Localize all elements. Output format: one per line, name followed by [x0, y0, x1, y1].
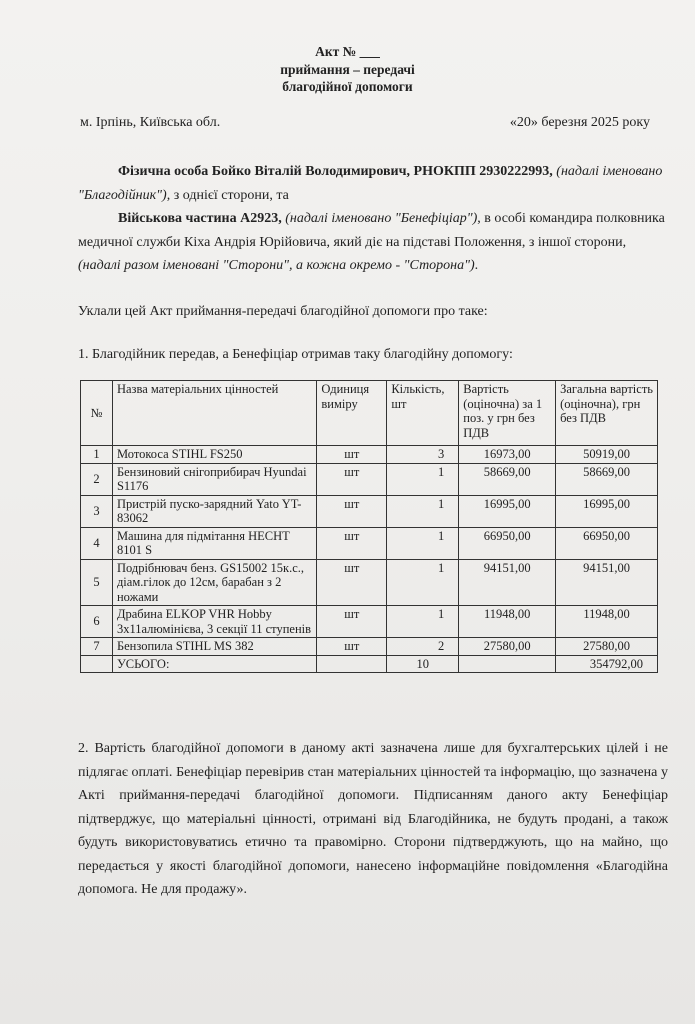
- row-number: 4: [81, 527, 113, 559]
- table-row: [81, 463, 658, 495]
- row-name: Мотокоса STIHL FS250: [112, 446, 316, 464]
- header-name: Назва матеріальних цінностей: [112, 381, 316, 446]
- row-name: Бензиновий снігоприбирач Hyundai S1176: [112, 463, 316, 495]
- act-subtitle: приймання – передачі: [280, 62, 415, 77]
- row-total: 11948,00: [556, 606, 658, 638]
- row-quantity: 1: [387, 463, 459, 495]
- row-price: 16973,00: [459, 446, 556, 464]
- row-number: 7: [81, 638, 113, 656]
- row-number: 3: [81, 495, 113, 527]
- row-number: 2: [81, 463, 113, 495]
- row-name: Драбина ELKOP VHR Hobby 3х11алюмінієва, 3 секції 11 ступенів: [112, 606, 316, 638]
- header-unit: Одиниця виміру: [317, 381, 387, 446]
- header-total-price: Загальна вартість (оціночна), грн без ПДВ: [556, 381, 658, 446]
- document-date: «20» березня 2025 року: [509, 115, 650, 130]
- donor-tail: , з однієї сторони, та: [166, 187, 289, 203]
- act-subtitle-2: благодійної допомоги: [282, 79, 413, 94]
- row-total: 16995,00: [556, 495, 658, 527]
- items-table: [80, 380, 658, 673]
- recipient-alias: (надалі іменовано "Бенефіціар"): [285, 211, 478, 226]
- row-quantity: 1: [387, 495, 459, 527]
- total-sum: 354792,00: [556, 655, 658, 673]
- donor-alias: (надалі іменовано "Благодійник"): [78, 164, 663, 203]
- row-total: 50919,00: [556, 446, 658, 464]
- recipient-tail: , в особі командира полковника медичної служби Кіха Андрія Юрійовича, який діє на підставі Положення, з іншої сторони,: [78, 211, 665, 250]
- row-number: 6: [81, 606, 113, 638]
- row-unit: шт: [317, 446, 387, 464]
- row-quantity: 1: [387, 606, 459, 638]
- parties-tail: .: [474, 258, 479, 273]
- row-price: 11948,00: [459, 606, 556, 638]
- row-unit: шт: [317, 606, 387, 638]
- donor-name: Фізична особа Бойко Віталій Володимирович, РНОКПП 2930222993,: [118, 164, 553, 179]
- total-empty-cell: [459, 655, 556, 673]
- row-price: 16995,00: [459, 495, 556, 527]
- row-total: 66950,00: [556, 527, 658, 559]
- row-total: 58669,00: [556, 463, 658, 495]
- header-quantity: Кількість, шт: [387, 381, 459, 446]
- row-total: 94151,00: [556, 559, 658, 606]
- table-total-row: [81, 655, 658, 673]
- table-row: [81, 559, 658, 606]
- row-unit: шт: [317, 495, 387, 527]
- row-unit: шт: [317, 559, 387, 606]
- row-name: Машина для підмітання HECHT 8101 S: [112, 527, 316, 559]
- recipient-name: Військова частина А2923,: [118, 211, 282, 226]
- act-title: Акт № ___: [315, 44, 380, 59]
- row-unit: шт: [317, 463, 387, 495]
- total-label: УСЬОГО:: [112, 655, 316, 673]
- header-number: №: [81, 381, 113, 446]
- header-unit-price: Вартість (оціночна) за 1 поз. у грн без ПДВ: [459, 381, 556, 446]
- row-quantity: 3: [387, 446, 459, 464]
- agreed-line: Уклали цей Акт приймання-передачі благодійної допомоги про таке:: [78, 304, 488, 319]
- total-empty-cell: [81, 655, 113, 673]
- table-row: [81, 606, 658, 638]
- row-quantity: 1: [387, 527, 459, 559]
- row-total: 27580,00: [556, 638, 658, 656]
- parties-paragraph: [78, 160, 668, 278]
- row-quantity: 2: [387, 638, 459, 656]
- row-price: 27580,00: [459, 638, 556, 656]
- table-row: [81, 495, 658, 527]
- row-number: 1: [81, 446, 113, 464]
- table-row: [81, 638, 658, 656]
- row-name: Пристрій пуско-зарядний Yato YT-83062: [112, 495, 316, 527]
- row-price: 58669,00: [459, 463, 556, 495]
- row-unit: шт: [317, 527, 387, 559]
- parties-alias: (надалі разом іменовані "Сторони", а кожна окремо - "Сторона"): [78, 258, 475, 273]
- clause-2: 2. Вартість благодійної допомоги в даному акті зазначена лише для бухгалтерських цілей і не підлягає оплаті. Бенефіціар перевірив стан матеріальних цінностей та інформацію, що зазначена у Акті приймання-передачі благодійної допомоги. Підписанням даного акту Бенефіціар підтверджує, що матеріальні цінності, отримані від Благодійника, не будуть продані, а також будуть використовуватись етично та правомірно. Сторони підтверджують, що на майно, що передається у якості благодійної допомоги, нанесено інформаційне повідомлення «Благодійна допомога. Не для продажу».: [78, 741, 668, 897]
- total-quantity: 10: [387, 655, 459, 673]
- table-header-row: [81, 381, 658, 446]
- row-price: 66950,00: [459, 527, 556, 559]
- row-price: 94151,00: [459, 559, 556, 606]
- table-row: [81, 446, 658, 464]
- row-name: Подрібнювач бенз. GS15002 15к.с., діам.гілок до 12см, барабан з 2 ножами: [112, 559, 316, 606]
- document-place: м. Ірпінь, Київська обл.: [80, 115, 221, 130]
- row-number: 5: [81, 559, 113, 606]
- row-name: Бензопила STIHL MS 382: [112, 638, 316, 656]
- clause-1: 1. Благодійник передав, а Бенефіціар отримав таку благодійну допомогу:: [78, 347, 513, 362]
- total-empty-cell: [317, 655, 387, 673]
- table-row: [81, 527, 658, 559]
- row-unit: шт: [317, 638, 387, 656]
- row-quantity: 1: [387, 559, 459, 606]
